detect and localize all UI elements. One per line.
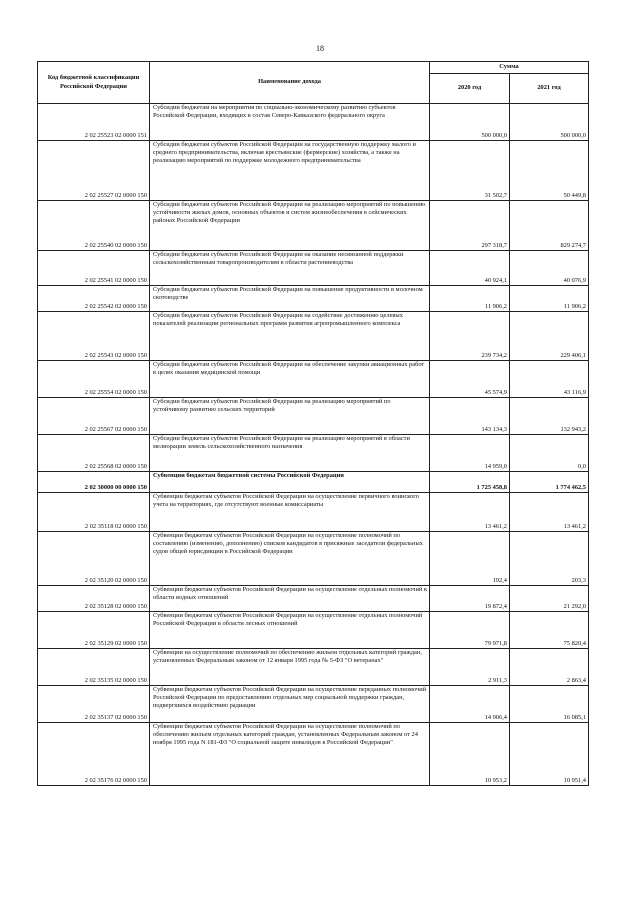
table-row	[38, 286, 589, 312]
amount-2020-cell: 192,4	[430, 532, 510, 586]
table-row	[38, 686, 589, 723]
amount-2020-cell: 19 872,4	[430, 586, 510, 612]
table-row	[38, 312, 589, 361]
table-row	[38, 435, 589, 472]
header-sum: Сумма	[430, 62, 589, 74]
table-row	[38, 251, 589, 286]
amount-2020-cell: 13 461,2	[430, 493, 510, 532]
amount-2021-cell: 203,3	[510, 532, 589, 586]
budget-code-cell: 2 02 25523 02 0000 151	[38, 104, 150, 141]
budget-code-cell: 2 02 25554 02 0000 150	[38, 361, 150, 398]
table-row	[38, 472, 589, 493]
amount-2020-cell: 297 318,7	[430, 201, 510, 251]
budget-code-cell: 2 02 35135 02 0000 150	[38, 649, 150, 686]
header-year-2020: 2020 год	[430, 74, 510, 104]
income-name-cell: Субвенции на осуществление полномочий по обеспечению жильем отдельных категорий граждан, установленных Федеральным законом от 12 января 1995 года № 5-ФЗ "О ветеранах"	[150, 649, 430, 686]
table-row	[38, 361, 589, 398]
table-row	[38, 104, 589, 141]
amount-2020-cell: 79 971,8	[430, 612, 510, 649]
income-name-cell: Субсидии бюджетам субъектов Российской Федерации на повышение продуктивности в молочном скотоводстве	[150, 286, 430, 312]
amount-2021-cell: 11 906,2	[510, 286, 589, 312]
amount-2020-cell: 10 953,2	[430, 723, 510, 786]
table-row	[38, 586, 589, 612]
amount-2021-cell: 2 863,4	[510, 649, 589, 686]
budget-code-cell: 2 02 35128 02 0000 150	[38, 586, 150, 612]
income-name-cell: Субвенции бюджетам субъектов Российской Федерации на осуществление полномочий по обеспечению жильем отдельных категорий граждан, установленных Федеральным законом от 24 ноября 1995 года N 181-ФЗ "О социальной защите инвалидов в Российской Федерации"	[150, 723, 430, 786]
amount-2021-cell: 829 274,7	[510, 201, 589, 251]
amount-2021-cell: 16 085,1	[510, 686, 589, 723]
budget-code-cell: 2 02 25527 02 0000 150	[38, 141, 150, 201]
amount-2021-cell: 500 000,0	[510, 104, 589, 141]
amount-2021-cell: 229 406,1	[510, 312, 589, 361]
budget-code-cell: 2 02 25567 02 0000 150	[38, 398, 150, 435]
income-name-cell: Субсидии бюджетам субъектов Российской Федерации на обеспечение закупки авиационных работ в целях оказания медицинской помощи	[150, 361, 430, 398]
amount-2021-cell: 50 449,8	[510, 141, 589, 201]
amount-2020-cell: 14 959,0	[430, 435, 510, 472]
amount-2020-cell: 40 924,1	[430, 251, 510, 286]
income-name-cell: Субвенции бюджетам субъектов Российской Федерации на осуществление переданных полномочий Российской Федерации по предоставлению отдельных мер социальной поддержки граждан, подвергшихся воздействию радиации	[150, 686, 430, 723]
budget-code-cell: 2 02 30000 00 0000 150	[38, 472, 150, 493]
amount-2020-cell: 14 906,4	[430, 686, 510, 723]
budget-code-cell: 2 02 25540 02 0000 150	[38, 201, 150, 251]
page-number: 18	[316, 44, 324, 53]
table-row	[38, 201, 589, 251]
table-row	[38, 723, 589, 786]
amount-2020-cell: 11 906,2	[430, 286, 510, 312]
amount-2020-cell: 2 911,3	[430, 649, 510, 686]
income-name-cell: Субсидии бюджетам на мероприятия по социально-экономическому развитию субъектов Российской Федерации, входящих в состав Северо-Кавказского федерального округа	[150, 104, 430, 141]
amount-2020-cell: 1 725 458,8	[430, 472, 510, 493]
table-row	[38, 532, 589, 586]
table-row	[38, 612, 589, 649]
amount-2021-cell: 75 820,4	[510, 612, 589, 649]
income-name-cell: Субсидии бюджетам субъектов Российской Федерации на реализацию мероприятий по повышению устойчивости жилых домов, основных объектов и систем жизнеобеспечения в сейсмических районах Российской Федерации	[150, 201, 430, 251]
table-row	[38, 398, 589, 435]
income-name-cell: Субсидии бюджетам субъектов Российской Федерации на оказание несвязанной поддержки сельскохозяйственным товаропроизводителям в области растениеводства	[150, 251, 430, 286]
budget-code-cell: 2 02 35120 02 0000 150	[38, 532, 150, 586]
income-name-cell: Субвенции бюджетам субъектов Российской Федерации на осуществление отдельных полномочий Российской Федерации в области лесных отношений	[150, 612, 430, 649]
income-name-cell: Субсидии бюджетам субъектов Российской Федерации на реализацию мероприятий по устойчивому развитию сельских территорий	[150, 398, 430, 435]
table-row	[38, 141, 589, 201]
amount-2021-cell: 1 774 462,5	[510, 472, 589, 493]
amount-2020-cell: 45 574,9	[430, 361, 510, 398]
income-name-cell: Субвенции бюджетам субъектов Российской Федерации на осуществление полномочий по составлению (изменению, дополнению) списков кандидатов в присяжные заседатели федеральных судов общей юрисдикции в Российской Федерации	[150, 532, 430, 586]
amount-2021-cell: 40 076,9	[510, 251, 589, 286]
income-name-cell: Субвенции бюджетам субъектов Российской Федерации на осуществление отдельных полномочий в области водных отношений	[150, 586, 430, 612]
income-name-cell: Субсидии бюджетам субъектов Российской Федерации на государственную поддержку малого и среднего предпринимательства, включая крестьянские (фермерские) хозяйства, а также на реализацию мероприятий по поддержке молодежного предпринимательства	[150, 141, 430, 201]
amount-2021-cell: 21 292,0	[510, 586, 589, 612]
amount-2021-cell: 132 943,2	[510, 398, 589, 435]
budget-code-cell: 2 02 35129 02 0000 150	[38, 612, 150, 649]
header-year-2021: 2021 год	[510, 74, 589, 104]
budget-code-cell: 2 02 25568 02 0000 150	[38, 435, 150, 472]
amount-2020-cell: 500 000,0	[430, 104, 510, 141]
amount-2021-cell: 13 461,2	[510, 493, 589, 532]
table-row	[38, 649, 589, 686]
table-body	[38, 104, 589, 786]
income-table	[37, 61, 589, 786]
budget-code-cell: 2 02 35176 02 0000 150	[38, 723, 150, 786]
income-name-cell: Субвенции бюджетам субъектов Российской Федерации на осуществление первичного воинского учета на территориях, где отсутствуют военные комиссариаты	[150, 493, 430, 532]
budget-code-cell: 2 02 25541 02 0000 150	[38, 251, 150, 286]
amount-2020-cell: 143 134,3	[430, 398, 510, 435]
header-code: Код бюджетной классификации Российской Федерации	[38, 62, 150, 104]
amount-2021-cell: 43 116,9	[510, 361, 589, 398]
budget-code-cell: 2 02 35137 02 0000 150	[38, 686, 150, 723]
header-name: Наименование дохода	[150, 62, 430, 104]
amount-2021-cell: 0,0	[510, 435, 589, 472]
budget-code-cell: 2 02 25542 02 0000 150	[38, 286, 150, 312]
budget-code-cell: 2 02 25543 02 0000 150	[38, 312, 150, 361]
budget-code-cell: 2 02 35118 02 0000 150	[38, 493, 150, 532]
income-name-cell: Субсидии бюджетам субъектов Российской Федерации на реализацию мероприятий в области мелиорации земель сельскохозяйственного назначения	[150, 435, 430, 472]
amount-2020-cell: 239 734,2	[430, 312, 510, 361]
amount-2020-cell: 31 502,7	[430, 141, 510, 201]
table-row	[38, 493, 589, 532]
amount-2021-cell: 10 951,4	[510, 723, 589, 786]
income-name-cell: Субсидии бюджетам субъектов Российской Федерации на содействие достижению целевых показателей реализации региональных программ развития агропромышленного комплекса	[150, 312, 430, 361]
income-name-cell: Субвенции бюджетам бюджетной системы Российской Федерации	[150, 472, 430, 493]
